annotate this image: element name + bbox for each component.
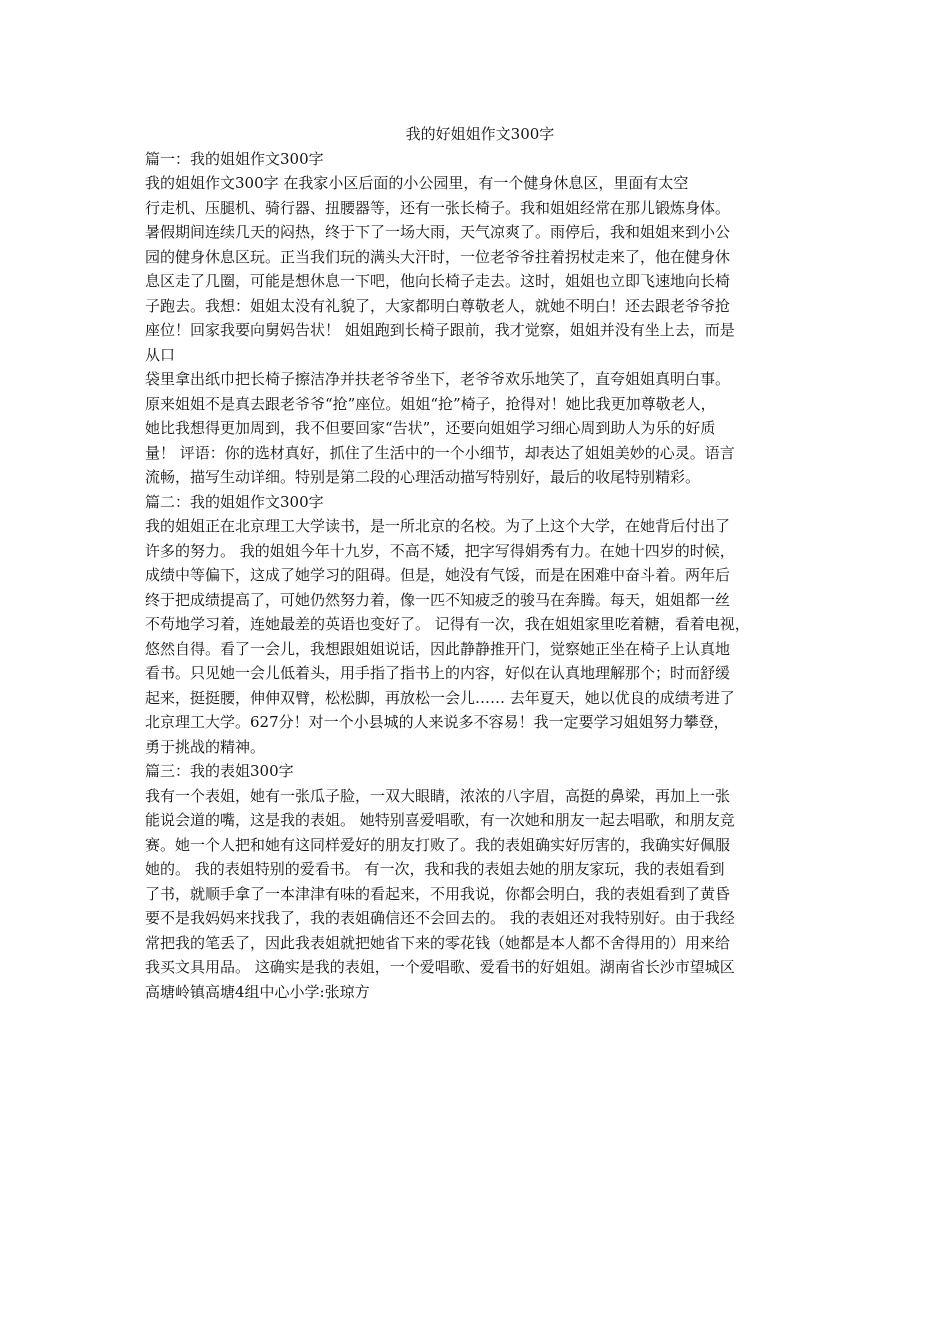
text-line: 暑假期间连续几天的闷热，终于下了一场大雨，天气凉爽了。雨停后，我和姐姐来到小公 (145, 223, 731, 241)
text-line: 不苟地学习着，连她最差的英语也变好了。 记得有一次，我在姐姐家里吃着糖，看着电视， (145, 615, 750, 633)
text-line: 她比我想得更加周到，我不但要回家“告状”，还要向姐姐学习细心周到助人为乐的好质 (145, 419, 716, 437)
text-line: 勇于挑战的精神。 (145, 737, 266, 756)
text-line: 高塘岭镇高塘4组中心小学:张琼方 (145, 982, 370, 1001)
document-body (145, 122, 815, 1004)
text-line: 量！ 评语：你的选材真好，抓住了生活中的一个小细节，却表达了姐姐美妙的心灵。语言 (145, 443, 735, 462)
text-line: 息区走了几圈，可能是想休息一下吧，他向长椅子走去。这时，姐姐也立即飞速地向长椅 (145, 272, 731, 290)
text-line: 能说会道的嘴，这是我的表姐。 她特别喜爱唱歌，有一次她和朋友一起去唱歌，和朋友竞 (145, 811, 735, 829)
text-line: 我买文具用品。 这确实是我的表姐，一个爱唱歌、爱看书的好姐姐。湖南省长沙市望城区 (145, 958, 735, 976)
text-line: 许多的努力。 我的姐姐今年十九岁，不高不矮，把字写得娟秀有力。在她十四岁的时候， (145, 541, 735, 560)
text-line: 看书。只见她一会儿低着头，用手指了指书上的内容，好似在认真地理解那个；时而舒缓 (145, 664, 731, 682)
text-line: 子跑去。我想：姐姐太没有礼貌了，大家都明白尊敬老人，就她不明白！还去跟老爷爷抢 (145, 296, 731, 315)
text-line: 从口 (145, 345, 176, 364)
text-line: 我的姐姐作文300字 在我家小区后面的小公园里，有一个健身休息区，里面有太空 (145, 174, 689, 192)
text-line: 北京理工大学。627分！对一个小县城的人来说多不容易！我一定要学习姐姐努力攀登， (145, 713, 729, 731)
text-line: 原来姐姐不是真去跟老爷爷“抢”座位。姐姐“抢”椅子，抢得对！她比我更加尊敬老人， (145, 394, 716, 413)
text-line: 我有一个表姐，她有一张瓜子脸，一双大眼睛，浓浓的八字眉，高挺的鼻梁，再加上一张 (145, 786, 731, 805)
text-line: 流畅，描写生动详细。特别是第二段的心理活动描写特别好，最后的收尾特别精彩。 (145, 468, 701, 486)
text-line: 成绩中等偏下，这成了她学习的阻碍。但是，她没有气馁，而是在困难中奋斗着。两年后 (145, 566, 731, 584)
text-line: 她的。 我的表姐特别的爱看书。 有一次，我和我的表姐去她的朋友家玩，我的表姐看到 (145, 860, 725, 878)
document-title: 我的好姐姐作文300字 (405, 125, 555, 143)
text-line: 要不是我妈妈来找我了，我的表姐确信还不会回去的。 我的表姐还对我特别好。由于我经 (145, 909, 735, 927)
text-line: 赛。她一个人把和她有这同样爱好的朋友打败了。我的表姐确实好厉害的，我确实好佩服 (145, 835, 731, 854)
text-line: 起来，挺挺腰，伸伸双臂，松松脚，再放松一会儿…… 去年夏天，她以优良的成绩考进了 (145, 688, 735, 707)
text-line: 篇一：我的姐姐作文300字 (145, 149, 324, 168)
text-line: 常把我的笔丢了，因此我表姐就把她省下来的零花钱（她都是本人都不舍得用的）用来给 (145, 933, 731, 952)
text-lines (145, 147, 815, 1005)
text-line: 篇二：我的姐姐作文300字 (145, 492, 324, 511)
text-line: 终于把成绩提高了，可她仍然努力着，像一匹不知疲乏的骏马在奔腾。每天，姐姐都一丝 (145, 590, 731, 609)
text-line: 篇三：我的表姐300字 (145, 762, 294, 780)
text-line: 行走机、压腿机、骑行器、扭腰器等，还有一张长椅子。我和姐姐经常在那儿锻炼身体。 (145, 198, 731, 217)
text-line: 了书，就顺手拿了一本津津有味的看起来，不用我说，你都会明白，我的表姐看到了黄昏 (145, 884, 731, 903)
text-line: 悠然自得。看了一会儿，我想跟姐姐说话，因此静静推开门，觉察她正坐在椅子上认真地 (145, 639, 731, 658)
text-line: 园的健身休息区玩。正当我们玩的满头大汗时，一位老爷爷拄着拐杖走来了，他在健身休 (145, 247, 731, 266)
text-line: 座位！回家我要向舅妈告状！ 姐姐跑到长椅子跟前，我才觉察，姐姐并没有坐上去，而是 (145, 321, 735, 339)
text-line: 我的姐姐正在北京理工大学读书，是一所北京的名校。为了上这个大学，在她背后付出了 (145, 517, 731, 535)
text-line: 袋里拿出纸巾把长椅子擦洁净并扶老爷爷坐下，老爷爷欢乐地笑了，直夸姐姐真明白事。 (145, 370, 731, 388)
